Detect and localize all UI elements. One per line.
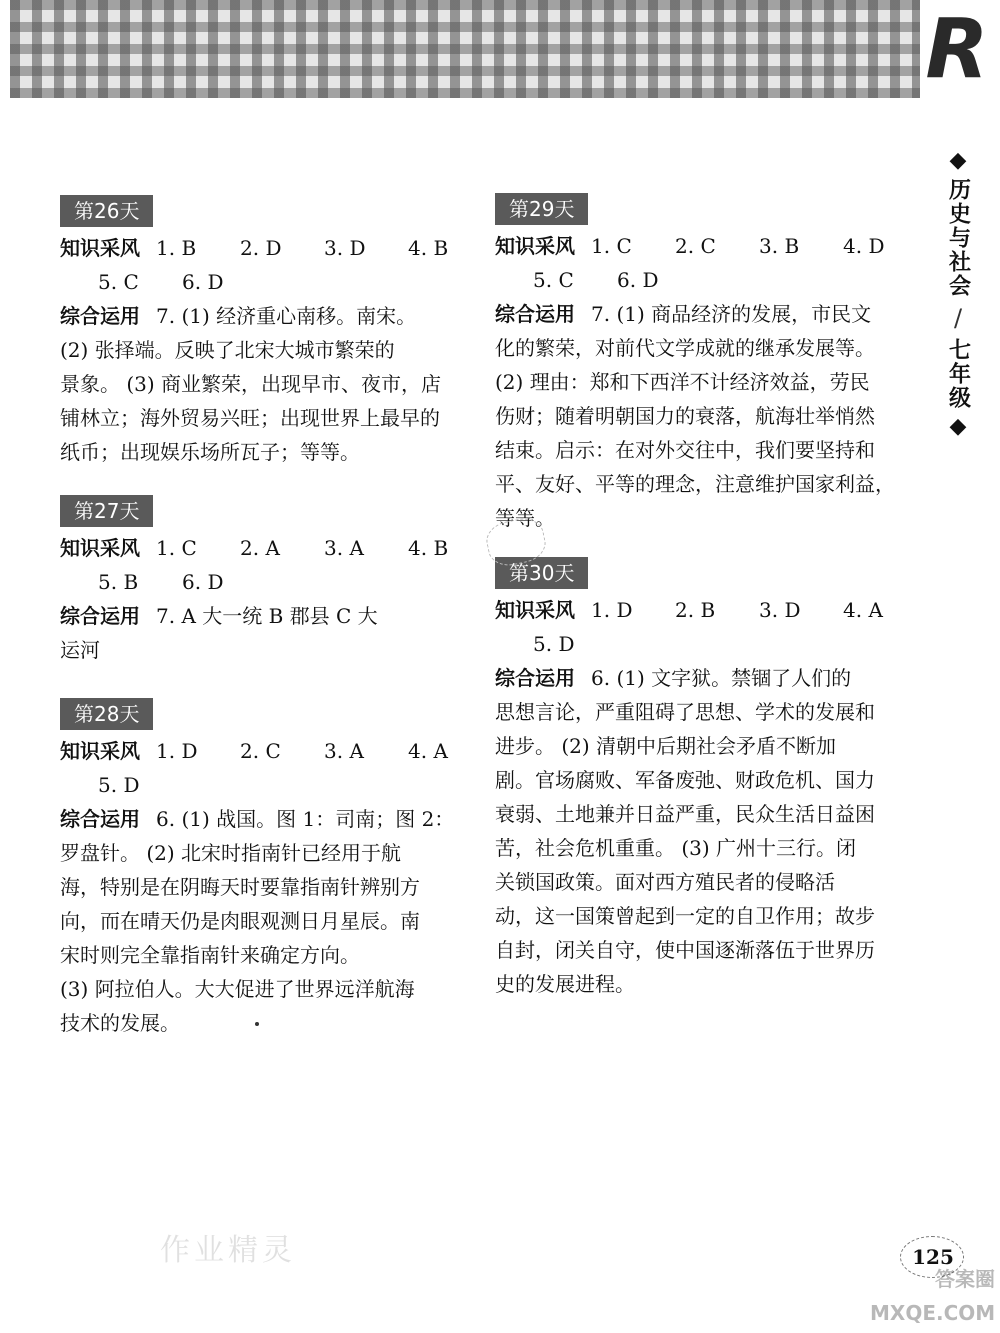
apply-line: 海，特别是在阴晦天时要靠指南针辨别方 [60, 875, 420, 899]
apply-line: 史的发展进程。 [495, 972, 635, 996]
knowledge-label: 知识采风 [60, 536, 140, 560]
apply-label: 综合运用 [495, 666, 575, 690]
print-dot [255, 1022, 259, 1026]
answer: 3. D [324, 236, 366, 260]
apply-line: 7. A 大一统 B 郡县 C 大 [156, 604, 378, 628]
answer: 4. B [408, 536, 449, 560]
knowledge-row [60, 734, 460, 768]
apply-text [495, 661, 895, 1001]
answer: 4. A [843, 598, 883, 622]
apply-line: 结束。启示：在对外交往中，我们要坚持和 [495, 438, 875, 462]
answer: 2. C [675, 234, 716, 258]
answer: 6. D [617, 268, 659, 292]
apply-label: 综合运用 [495, 302, 575, 326]
day-tag: 第26天 [60, 195, 153, 227]
apply-line: 伤财；随着明朝国力的衰落，航海壮举悄然 [495, 404, 875, 428]
side-grade-text: 七年级 [945, 338, 971, 410]
answer: 1. C [156, 536, 197, 560]
answer: 3. A [324, 739, 364, 763]
answer: 5. C [98, 270, 139, 294]
apply-line: 宋时则完全靠指南针来确定方向。 [60, 943, 360, 967]
answer: 1. C [591, 234, 632, 258]
answer: 2. C [240, 739, 281, 763]
answer: 1. D [156, 739, 198, 763]
apply-line: 运河 [60, 638, 100, 662]
knowledge-row-2 [60, 265, 460, 299]
knowledge-row [60, 231, 460, 265]
answer: 5. B [98, 570, 139, 594]
apply-line: 6. (1) 文字狱。禁锢了人们的 [591, 666, 852, 690]
apply-line: 6. (1) 战国。图 1：司南；图 2： [156, 807, 455, 831]
day-tag: 第29天 [495, 193, 588, 225]
answer: 2. D [240, 236, 282, 260]
day-29-section [495, 193, 895, 535]
knowledge-label: 知识采风 [60, 739, 140, 763]
answer: 2. B [675, 598, 716, 622]
knowledge-row-2 [495, 263, 895, 297]
apply-line: 铺林立；海外贸易兴旺；出现世界上最早的 [60, 406, 440, 430]
apply-line: 衰弱、土地兼并日益严重，民众生活日益困 [495, 802, 875, 826]
answer: 4. A [408, 739, 448, 763]
apply-line: 向，而在晴天仍是肉眼观测日月星辰。南 [60, 909, 420, 933]
header-letter-logo: R [925, 2, 989, 97]
diamond-icon: ◆ [949, 148, 967, 173]
apply-text [60, 299, 460, 469]
answer: 4. B [408, 236, 449, 260]
knowledge-label: 知识采风 [495, 234, 575, 258]
knowledge-label: 知识采风 [495, 598, 575, 622]
knowledge-row-2 [495, 627, 895, 661]
knowledge-row [60, 531, 460, 565]
answer: 5. C [533, 268, 574, 292]
apply-line: (3) 阿拉伯人。大大促进了世界远洋航海 [60, 977, 415, 1001]
apply-label: 综合运用 [60, 807, 140, 831]
answer: 1. D [591, 598, 633, 622]
apply-line: 化的繁荣，对前代文学成就的继承发展等。 [495, 336, 875, 360]
apply-line: 苦，社会危机重重。 (3) 广州十三行。闭 [495, 836, 857, 860]
knowledge-row-2 [60, 768, 460, 802]
answer: 2. A [240, 536, 280, 560]
day-26-section [60, 195, 460, 469]
answer: 5. D [533, 632, 575, 656]
apply-label: 综合运用 [60, 304, 140, 328]
apply-line: 纸币；出现娱乐场所瓦子；等等。 [60, 440, 360, 464]
answer: 4. D [843, 234, 885, 258]
answer: 6. D [182, 570, 224, 594]
page-number: 125 [912, 1245, 954, 1269]
apply-line: 等等。 [495, 506, 555, 530]
apply-line: 剧。官场腐败、军备废弛、财政危机、国力 [495, 768, 875, 792]
apply-line: 进步。 (2) 清朝中后期社会矛盾不断加 [495, 734, 837, 758]
answer: 5. D [98, 773, 140, 797]
side-subject-label [940, 150, 976, 438]
day-27-section [60, 495, 460, 667]
apply-line: 关锁国政策。面对西方殖民者的侵略活 [495, 870, 835, 894]
day-tag: 第28天 [60, 698, 153, 730]
diamond-icon: ◆ [949, 414, 967, 439]
apply-line: 罗盘针。 (2) 北宋时指南针已经用于航 [60, 841, 402, 865]
apply-line: 思想言论，严重阻碍了思想、学术的发展和 [495, 700, 875, 724]
apply-line: 技术的发展。 [60, 1011, 180, 1035]
knowledge-row-2 [60, 565, 460, 599]
day-tag: 第30天 [495, 557, 588, 589]
knowledge-label: 知识采风 [60, 236, 140, 260]
apply-text [60, 802, 460, 1040]
apply-text [495, 297, 895, 535]
knowledge-row [495, 229, 895, 263]
apply-line: 景象。 (3) 商业繁荣，出现早市、夜市，店 [60, 372, 442, 396]
answer: 3. B [759, 234, 800, 258]
apply-line: 7. (1) 商品经济的发展，市民文 [591, 302, 872, 326]
apply-line: (2) 张择端。反映了北宋大城市繁荣的 [60, 338, 395, 362]
day-28-section [60, 698, 460, 1040]
header-checkered-band [10, 0, 920, 98]
side-subject-text: 历史与社会 [945, 178, 971, 298]
answer: 1. B [156, 236, 197, 260]
faded-stamp: 作业精灵 [160, 1233, 296, 1268]
apply-line: 自封，闭关自守，使中国逐渐落伍于世界历 [495, 938, 875, 962]
side-separator: / [953, 304, 963, 332]
apply-label: 综合运用 [60, 604, 140, 628]
watermark: 答案圈 MXQE.COM [870, 1267, 996, 1325]
apply-text [60, 599, 460, 667]
answer: 3. D [759, 598, 801, 622]
day-30-section [495, 557, 895, 1001]
answer: 3. A [324, 536, 364, 560]
apply-line: 动，这一国策曾起到一定的自卫作用；故步 [495, 904, 875, 928]
apply-line: 平、友好、平等的理念，注意维护国家利益， [495, 472, 895, 496]
knowledge-row [495, 593, 895, 627]
apply-line: (2) 理由：郑和下西洋不计经济效益，劳民 [495, 370, 870, 394]
answer: 6. D [182, 270, 224, 294]
apply-line: 7. (1) 经济重心南移。南宋。 [156, 304, 417, 328]
day-tag: 第27天 [60, 495, 153, 527]
